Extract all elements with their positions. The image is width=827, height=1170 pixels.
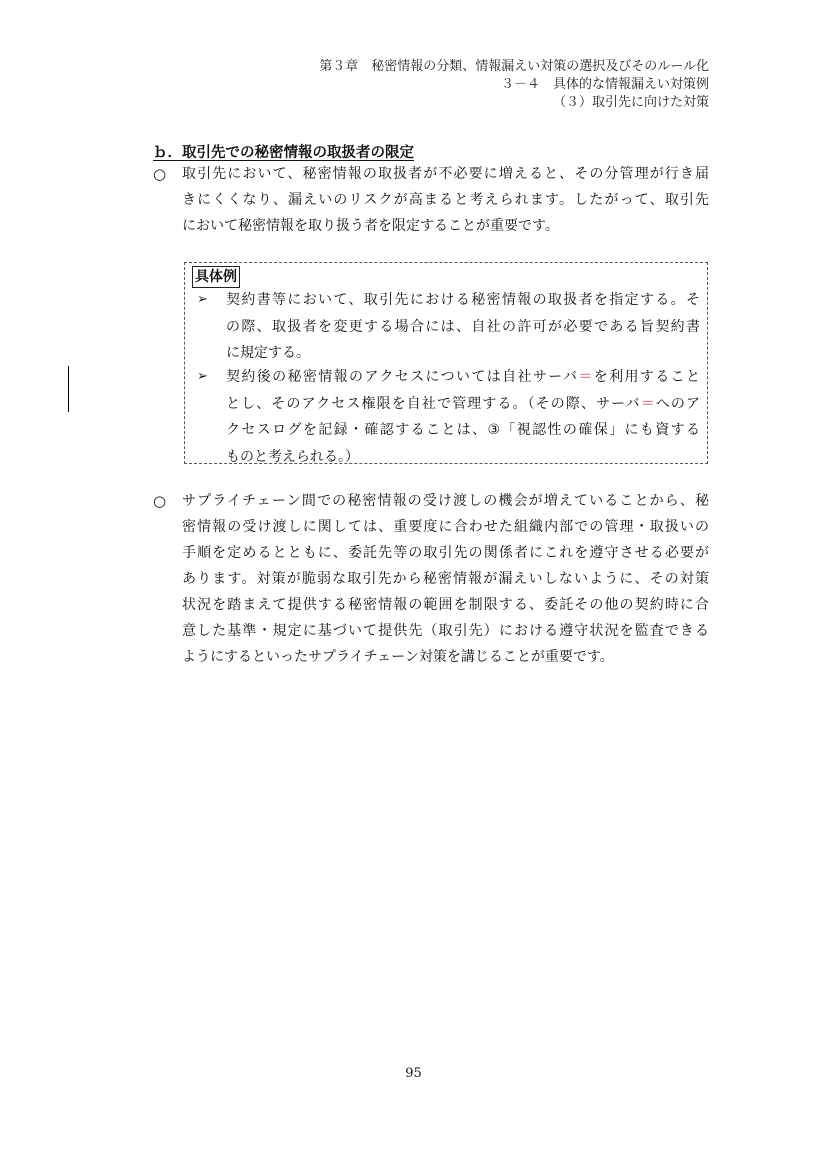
revision-bar (68, 366, 69, 412)
example-item-2 (193, 364, 700, 470)
example-item-1-line: の際、取扱者を変更する場合には、自社の許可が必要である旨契約書 (226, 318, 700, 335)
paragraph-2-line: サプライチェーン間での秘密情報の受け渡しの機会が増えていることから、秘 (182, 493, 709, 509)
example-item-1-line: に規定する。 (226, 345, 310, 361)
paragraph-2-line: ようにするといったサプライチェーン対策を講じることが重要です。 (182, 649, 614, 665)
section-title: ｂ．取引先での秘密情報の取扱者の限定 (153, 145, 414, 161)
running-header (319, 58, 709, 112)
example-item-1-line: 契約書等において、取引先における秘密情報の取扱者を指定する。そ (226, 292, 700, 308)
paragraph-1-line: において秘密情報を取り扱う者を限定することが重要です。 (182, 218, 559, 234)
paragraph-2 (153, 488, 709, 670)
example-box (184, 262, 708, 464)
line-text: とし、そのアクセス権限を自社で管理する。（その際、サーバ (226, 395, 641, 412)
page-number: 95 (405, 1066, 422, 1081)
paragraph-2-line: 意した基準・規定に基づいて提供先（取引先）における遵守状況を監査できる (182, 623, 709, 639)
paragraph-2-line: 密情報の受け渡しに関しては、重要度に合わせた組織内部での管理・取扱いの (182, 519, 709, 535)
example-item-2-line (226, 391, 700, 418)
example-item-2-line: ものと考えられる。） (226, 448, 359, 465)
header-section: ３－４ 具体的な情報漏えい対策例 (500, 77, 709, 92)
header-subsection: （３）取引先に向けた対策 (552, 95, 709, 110)
paragraph-1 (153, 161, 709, 239)
arrow-bullet-icon: ➢ (197, 292, 208, 307)
header-chapter: 第３章 秘密情報の分類、情報漏えい対策の選択及びそのルール化 (319, 59, 709, 74)
example-item-1 (193, 287, 700, 367)
paragraph-1-line: 取引先において、秘密情報の取扱者が不必要に増えると、その分管理が行き届 (182, 166, 709, 182)
arrow-bullet-icon: ➢ (197, 369, 208, 384)
line-text: 契約後の秘密情報のアクセスについては自社サーバ (226, 369, 579, 385)
revision-mark: ＝ (578, 369, 594, 385)
paragraph-2-line: 手順を定めるとともに、委託先等の取引先の関係者にこれを遵守させる必要が (182, 545, 709, 561)
paragraph-2-line: あります。対策が脆弱な取引先から秘密情報が漏えいしないように、その対策 (182, 571, 709, 587)
example-label: 具体例 (192, 266, 240, 288)
line-text: へのア (655, 395, 700, 412)
revision-mark: ＝ (640, 395, 656, 412)
circle-bullet-icon: ○ (153, 492, 167, 510)
circle-bullet-icon: ○ (153, 165, 167, 183)
example-item-2-line (226, 364, 700, 391)
paragraph-2-line: 状況を踏まえて提供する秘密情報の範囲を制限する、委託その他の契約時に合 (182, 597, 709, 613)
paragraph-1-line: きにくくなり、漏えいのリスクが高まると考えられます。したがって、取引先 (182, 192, 709, 208)
example-item-2-line: クセスログを記録・確認することは、③「視認性の確保」にも資する (226, 422, 700, 438)
line-text: を利用すること (593, 369, 701, 385)
